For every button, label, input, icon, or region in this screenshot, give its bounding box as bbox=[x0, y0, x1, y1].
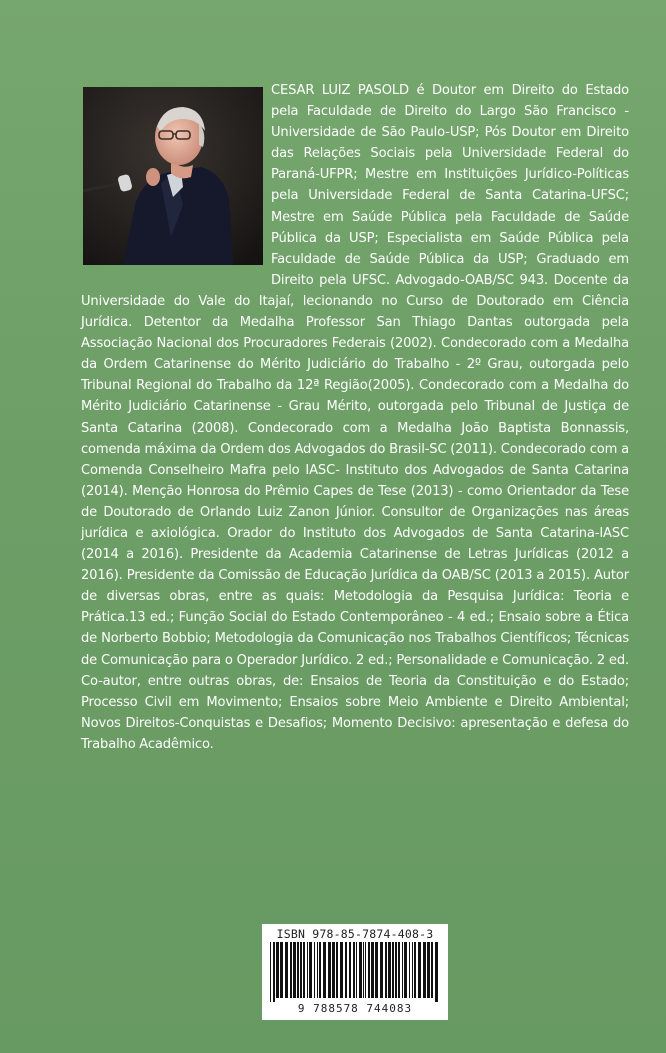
barcode-bar bbox=[297, 942, 299, 998]
barcode-bar bbox=[414, 942, 416, 998]
barcode-bar bbox=[385, 942, 387, 998]
barcode-bar bbox=[418, 942, 421, 998]
isbn-barcode bbox=[262, 924, 448, 1020]
barcode-bar bbox=[270, 942, 271, 1002]
barcode-bar bbox=[332, 942, 335, 998]
barcode-bar bbox=[273, 942, 275, 1002]
barcode-bar bbox=[388, 942, 391, 998]
barcode-bar bbox=[404, 942, 407, 998]
barcode-bar bbox=[365, 942, 366, 998]
barcode-bar bbox=[290, 942, 292, 998]
author-name: CESAR LUIZ PASOLD bbox=[271, 83, 409, 98]
barcode-bar bbox=[356, 942, 357, 998]
barcode-bar bbox=[423, 942, 426, 998]
barcode-bar bbox=[375, 942, 378, 998]
barcode-bar bbox=[336, 942, 338, 998]
barcode-bar bbox=[353, 942, 355, 998]
barcode-bar bbox=[371, 942, 374, 998]
isbn-label: ISBN 978-85-7874-408-3 bbox=[276, 927, 434, 941]
barcode-bar bbox=[363, 942, 364, 998]
barcode-bar bbox=[380, 942, 383, 998]
barcode-bar bbox=[412, 942, 413, 998]
barcode-bar bbox=[345, 942, 347, 998]
barcode-bar bbox=[307, 942, 308, 998]
barcode-bar bbox=[319, 942, 321, 998]
barcode-bar bbox=[280, 942, 283, 998]
author-bio-text: é Doutor em Direito do Estado pela Faculdade de Direito do Largo São Francisco - Universidade de São Paulo-USP; Pós Doutor em Direito das Relações Sociais pela Universidade Federal do Paraná-UFPR; Mestre em Instituições Jurídico-Políticas pela Universidade Federal de Santa Catarina-UFSC; Mestre em Saúde Pública pela Faculdade de Saúde Pública da USP; Especialista em Saúde Pública pela Faculdade de Saúde Pública da USP; Graduado em Direito pela UFSC. Advogado-OAB/SC 943. Docente da Universidade do Vale do Itajaí, lecionando no Curso de Doutorado em Ciência Jurídica. Detentor da Medalha Professor San Thiago Dantas outorgada pela Associação Nacional dos Procuradores Federais (2002). Condecorado com a Medalha da Ordem Catarinense do Mérito Judiciário do Trabalho - 2º Grau, outorgada pelo Tribunal Regional do Trabalho da 12ª Região(2005). Condecorado com a Medalha do Mérito Judiciário Catarinense - Grau Mérito, outorgada pelo Tribunal de Justiça de Santa Catarina (2008). Condecorado com a Medalha João Baptista Bonnassis, comenda máxima da Ordem dos Advogados do Brasil-SC (2011). Condecorado com a Comenda Conselheiro Mafra pelo IASC- Instituto dos Advogados de Santa Catarina (2014). Menção Honrosa do Prêmio Capes de Tese (2013) - como Orientador da Tese de Doutorado de Orlando Luiz Zanon Júnior. Consultor de Organizações nas áreas jurídica e axiológica. Orador do Instituto dos Advogados de Santa Catarina-IASC (2014 a 2016). Presidente da Academia Catarinense de Letras Jurídicas (2012 a 2016). Presidente da Comissão de Educação Jurídica da OAB/SC (2013 a 2015). Autor de diversas obras, entre as quais: Metodologia da Pesquisa Jurídica: Teoria e Prática.13 ed.; Função Social do Estado Contemporâneo - 4 ed.; Ensaio sobre a Ética de Norberto Bobbio; Metodologia da Comunicação nos Trabalhos Científicos; Técnicas de Comunicação para o Operador Jurídico. 2 ed.; Personalidade e Comunicação. 2 ed. Co-autor, entre outras obras, de: Ensaios de Teoria da Constituição e do Estado; Processo Civil em Movimento; Ensaios sobre Meio Ambiente e Direito Ambiental; Novos Direitos-Conquistas e Desafios; Momento Decisivo: apresentação e defesa do Trabalho Acadêmico. bbox=[81, 83, 629, 752]
barcode-bar bbox=[317, 942, 318, 998]
barcode-bar bbox=[328, 942, 331, 998]
barcode-bar bbox=[293, 942, 296, 998]
author-biography bbox=[81, 80, 629, 755]
barcode-bar bbox=[431, 942, 433, 998]
barcode-bar bbox=[276, 942, 279, 998]
barcode-bar bbox=[340, 942, 343, 998]
barcode-bar bbox=[392, 942, 394, 998]
barcode-bar bbox=[435, 942, 438, 1002]
barcode-bar bbox=[309, 942, 312, 998]
barcode-bar bbox=[314, 942, 315, 998]
barcode-bar bbox=[359, 942, 362, 998]
barcode-bar bbox=[285, 942, 288, 998]
barcode-bars bbox=[268, 942, 442, 1002]
barcode-bar bbox=[349, 942, 351, 998]
barcode-bar bbox=[427, 942, 430, 998]
barcode-bar bbox=[395, 942, 397, 998]
barcode-bar bbox=[409, 942, 410, 998]
barcode-bar bbox=[300, 942, 302, 998]
barcode-digits: 9 788578 744083 bbox=[297, 1002, 413, 1015]
barcode-bar bbox=[303, 942, 305, 998]
barcode-bar bbox=[398, 942, 400, 998]
barcode-bar bbox=[402, 942, 403, 998]
barcode-bar bbox=[323, 942, 326, 998]
photo-spacer bbox=[81, 80, 271, 278]
barcode-bar bbox=[368, 942, 370, 998]
